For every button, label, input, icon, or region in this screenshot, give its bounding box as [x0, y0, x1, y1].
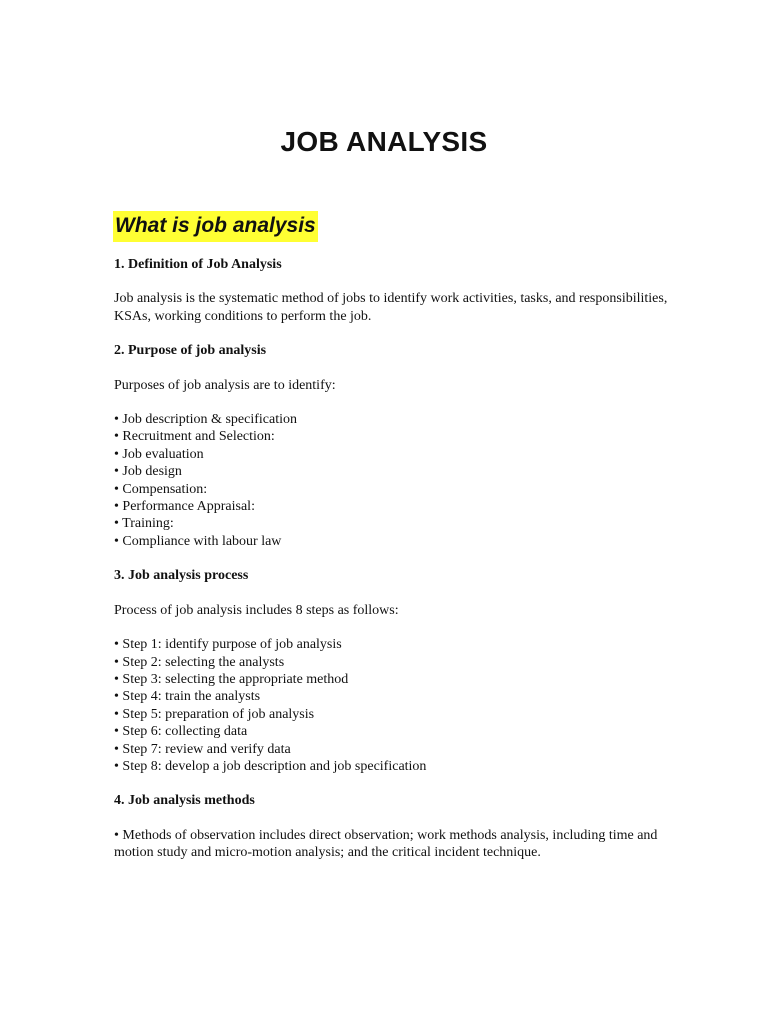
document-body: [114, 256, 674, 879]
list-item: • Performance Appraisal:: [114, 499, 255, 515]
list-item: • Compliance with labour law: [114, 533, 282, 549]
list-item: • Step 4: train the analysts: [114, 689, 261, 705]
list-item: • Job evaluation: [114, 446, 204, 462]
list-item: • Step 8: develop a job description and job specification: [114, 758, 427, 774]
section-process: [114, 567, 674, 775]
process-steps-list: [114, 636, 674, 775]
section-paragraph: Job analysis is the systematic method of jobs to identify work activities, tasks, and responsibilities, KSAs, working conditions to perform the job.: [114, 291, 668, 324]
list-item: • Training:: [114, 516, 174, 532]
list-item: • Job design: [114, 464, 182, 480]
section-heading: 2. Purpose of job analysis: [114, 343, 267, 359]
section-definition: [114, 256, 674, 325]
list-item: • Step 6: collecting data: [114, 724, 248, 740]
section-paragraph: Purposes of job analysis are to identify:: [114, 377, 336, 393]
list-item: • Step 3: selecting the appropriate method: [114, 671, 349, 687]
section-purpose: [114, 342, 674, 550]
section-heading: 3. Job analysis process: [114, 568, 249, 584]
list-item: • Job description & specification: [114, 412, 297, 428]
highlighted-subtitle: What is job analysis: [113, 211, 318, 242]
list-item: • Compensation:: [114, 481, 208, 497]
section-paragraph: Process of job analysis includes 8 steps as follows:: [114, 602, 399, 618]
section-heading: 1. Definition of Job Analysis: [114, 257, 282, 272]
list-item: • Recruitment and Selection:: [114, 429, 275, 445]
document-title: JOB ANALYSIS: [280, 126, 488, 157]
list-item: • Step 1: identify purpose of job analysis: [114, 637, 342, 653]
section-heading: 4. Job analysis methods: [114, 793, 255, 809]
list-item: • Step 5: preparation of job analysis: [114, 706, 315, 722]
section-paragraph: • Methods of observation includes direct observation; work methods analysis, including time and motion study and micro-motion analysis; and the critical incident technique.: [114, 827, 658, 861]
purpose-list: [114, 411, 674, 550]
list-item: • Step 2: selecting the analysts: [114, 654, 285, 670]
list-item: • Step 7: review and verify data: [114, 741, 291, 757]
section-methods: [114, 792, 674, 861]
